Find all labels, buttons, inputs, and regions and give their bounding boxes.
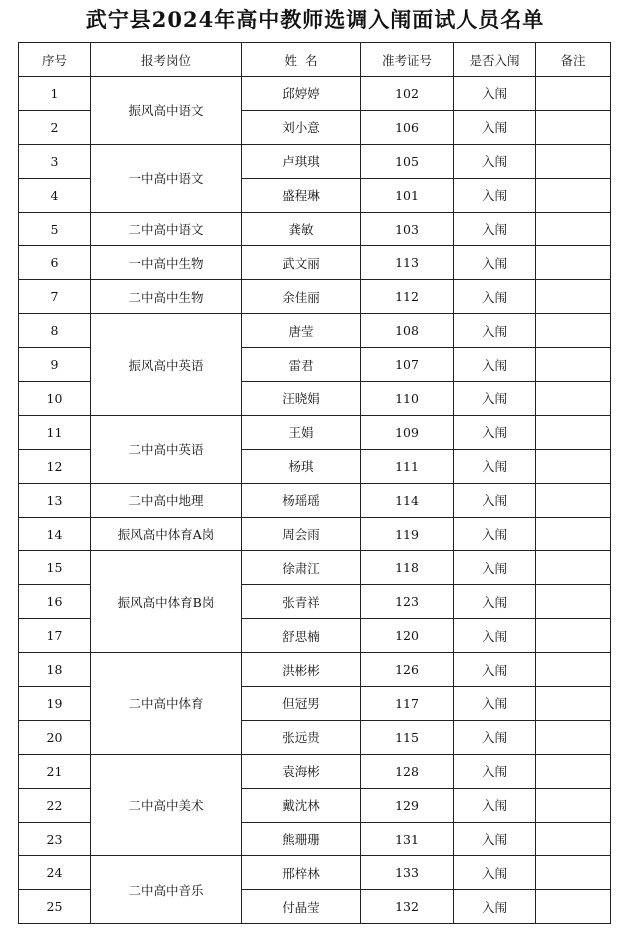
candidate-name: 周会雨	[242, 517, 361, 551]
note-cell	[536, 415, 611, 449]
exam-id: 115	[361, 720, 454, 754]
status-cell: 入闱	[454, 246, 536, 280]
position-cell: 二中高中地理	[91, 483, 242, 517]
exam-id: 117	[361, 687, 454, 721]
exam-id: 132	[361, 890, 454, 924]
row-index: 25	[19, 890, 91, 924]
position-cell: 振风高中体育A岗	[91, 517, 242, 551]
candidate-name: 汪晓娟	[242, 382, 361, 416]
note-cell	[536, 585, 611, 619]
exam-id: 110	[361, 382, 454, 416]
candidate-name: 徐肃江	[242, 551, 361, 585]
exam-id: 129	[361, 788, 454, 822]
status-cell: 入闱	[454, 822, 536, 856]
note-cell	[536, 110, 611, 144]
exam-id: 102	[361, 77, 454, 111]
status-cell: 入闱	[454, 585, 536, 619]
status-cell: 入闱	[454, 619, 536, 653]
exam-id: 131	[361, 822, 454, 856]
exam-id: 105	[361, 144, 454, 178]
note-cell	[536, 382, 611, 416]
status-cell: 入闱	[454, 144, 536, 178]
candidate-name: 张青祥	[242, 585, 361, 619]
exam-id: 119	[361, 517, 454, 551]
row-index: 22	[19, 788, 91, 822]
document-title: 武宁县2024年高中教师选调入闱面试人员名单	[85, 7, 545, 32]
note-cell	[536, 856, 611, 890]
status-cell: 入闱	[454, 788, 536, 822]
status-cell: 入闱	[454, 449, 536, 483]
note-cell	[536, 822, 611, 856]
status-cell: 入闱	[454, 754, 536, 788]
table-row	[19, 212, 611, 246]
table-row	[19, 314, 611, 348]
candidate-name: 戴沈林	[242, 788, 361, 822]
note-cell	[536, 754, 611, 788]
candidate-name: 洪彬彬	[242, 653, 361, 687]
status-cell: 入闱	[454, 314, 536, 348]
status-cell: 入闱	[454, 687, 536, 721]
exam-id: 101	[361, 178, 454, 212]
table-row	[19, 517, 611, 551]
exam-id: 112	[361, 280, 454, 314]
row-index: 21	[19, 754, 91, 788]
candidate-name: 雷君	[242, 348, 361, 382]
status-cell: 入闱	[454, 856, 536, 890]
position-cell: 二中高中英语	[91, 415, 242, 483]
position-cell: 二中高中音乐	[91, 856, 242, 924]
status-cell: 入闱	[454, 382, 536, 416]
exam-id: 120	[361, 619, 454, 653]
candidate-name: 盛程琳	[242, 178, 361, 212]
position-cell: 二中高中体育	[91, 653, 242, 755]
row-index: 4	[19, 178, 91, 212]
row-index: 5	[19, 212, 91, 246]
candidate-name: 张远贵	[242, 720, 361, 754]
exam-id: 114	[361, 483, 454, 517]
exam-id: 106	[361, 110, 454, 144]
exam-id: 126	[361, 653, 454, 687]
candidate-name: 唐莹	[242, 314, 361, 348]
note-cell	[536, 246, 611, 280]
exam-id: 103	[361, 212, 454, 246]
exam-id: 109	[361, 415, 454, 449]
status-cell: 入闱	[454, 483, 536, 517]
row-index: 3	[19, 144, 91, 178]
candidate-name: 刘小意	[242, 110, 361, 144]
table-row	[19, 280, 611, 314]
header-status: 是否入闱	[454, 43, 536, 77]
candidate-name: 付晶莹	[242, 890, 361, 924]
candidate-table	[18, 42, 611, 924]
table-row	[19, 483, 611, 517]
note-cell	[536, 890, 611, 924]
note-cell	[536, 653, 611, 687]
position-cell: 振风高中体育B岗	[91, 551, 242, 653]
note-cell	[536, 280, 611, 314]
header-position: 报考岗位	[91, 43, 242, 77]
row-index: 17	[19, 619, 91, 653]
row-index: 8	[19, 314, 91, 348]
status-cell: 入闱	[454, 551, 536, 585]
table-row	[19, 144, 611, 178]
header-index: 序号	[19, 43, 91, 77]
note-cell	[536, 212, 611, 246]
position-cell: 二中高中美术	[91, 754, 242, 856]
exam-id: 128	[361, 754, 454, 788]
candidate-name: 邢梓林	[242, 856, 361, 890]
candidate-name: 卢琪琪	[242, 144, 361, 178]
row-index: 16	[19, 585, 91, 619]
candidate-name: 熊珊珊	[242, 822, 361, 856]
candidate-name: 龚敏	[242, 212, 361, 246]
header-exam-id: 准考证号	[361, 43, 454, 77]
exam-id: 107	[361, 348, 454, 382]
note-cell	[536, 77, 611, 111]
row-index: 20	[19, 720, 91, 754]
note-cell	[536, 517, 611, 551]
note-cell	[536, 178, 611, 212]
candidate-name: 邱婷婷	[242, 77, 361, 111]
note-cell	[536, 314, 611, 348]
exam-id: 108	[361, 314, 454, 348]
row-index: 9	[19, 348, 91, 382]
status-cell: 入闱	[454, 415, 536, 449]
candidate-name: 杨琪	[242, 449, 361, 483]
row-index: 18	[19, 653, 91, 687]
position-cell: 二中高中生物	[91, 280, 242, 314]
table-body	[19, 77, 611, 924]
note-cell	[536, 449, 611, 483]
note-cell	[536, 619, 611, 653]
candidate-name: 杨瑶瑶	[242, 483, 361, 517]
candidate-name: 袁海彬	[242, 754, 361, 788]
candidate-name: 余佳丽	[242, 280, 361, 314]
row-index: 1	[19, 77, 91, 111]
row-index: 19	[19, 687, 91, 721]
row-index: 6	[19, 246, 91, 280]
row-index: 23	[19, 822, 91, 856]
candidate-name: 舒思楠	[242, 619, 361, 653]
row-index: 15	[19, 551, 91, 585]
exam-id: 111	[361, 449, 454, 483]
table-header-row	[19, 43, 611, 77]
status-cell: 入闱	[454, 653, 536, 687]
row-index: 14	[19, 517, 91, 551]
status-cell: 入闱	[454, 110, 536, 144]
exam-id: 123	[361, 585, 454, 619]
row-index: 12	[19, 449, 91, 483]
header-name: 姓 名	[242, 43, 361, 77]
table-row	[19, 856, 611, 890]
exam-id: 133	[361, 856, 454, 890]
status-cell: 入闱	[454, 178, 536, 212]
note-cell	[536, 348, 611, 382]
note-cell	[536, 483, 611, 517]
candidate-name: 但冠男	[242, 687, 361, 721]
table-row	[19, 754, 611, 788]
candidate-name: 武文丽	[242, 246, 361, 280]
candidate-name: 王娟	[242, 415, 361, 449]
status-cell: 入闱	[454, 348, 536, 382]
row-index: 11	[19, 415, 91, 449]
status-cell: 入闱	[454, 77, 536, 111]
table-row	[19, 551, 611, 585]
row-index: 7	[19, 280, 91, 314]
exam-id: 118	[361, 551, 454, 585]
header-note: 备注	[536, 43, 611, 77]
note-cell	[536, 551, 611, 585]
position-cell: 振风高中英语	[91, 314, 242, 416]
note-cell	[536, 720, 611, 754]
position-cell: 二中高中语文	[91, 212, 242, 246]
status-cell: 入闱	[454, 517, 536, 551]
status-cell: 入闱	[454, 720, 536, 754]
status-cell: 入闱	[454, 890, 536, 924]
position-cell: 一中高中生物	[91, 246, 242, 280]
status-cell: 入闱	[454, 212, 536, 246]
position-cell: 一中高中语文	[91, 144, 242, 212]
table-row	[19, 246, 611, 280]
row-index: 10	[19, 382, 91, 416]
note-cell	[536, 788, 611, 822]
exam-id: 113	[361, 246, 454, 280]
status-cell: 入闱	[454, 280, 536, 314]
note-cell	[536, 687, 611, 721]
table-row	[19, 415, 611, 449]
row-index: 24	[19, 856, 91, 890]
table-row	[19, 77, 611, 111]
table-row	[19, 653, 611, 687]
row-index: 2	[19, 110, 91, 144]
position-cell: 振风高中语文	[91, 77, 242, 145]
row-index: 13	[19, 483, 91, 517]
note-cell	[536, 144, 611, 178]
